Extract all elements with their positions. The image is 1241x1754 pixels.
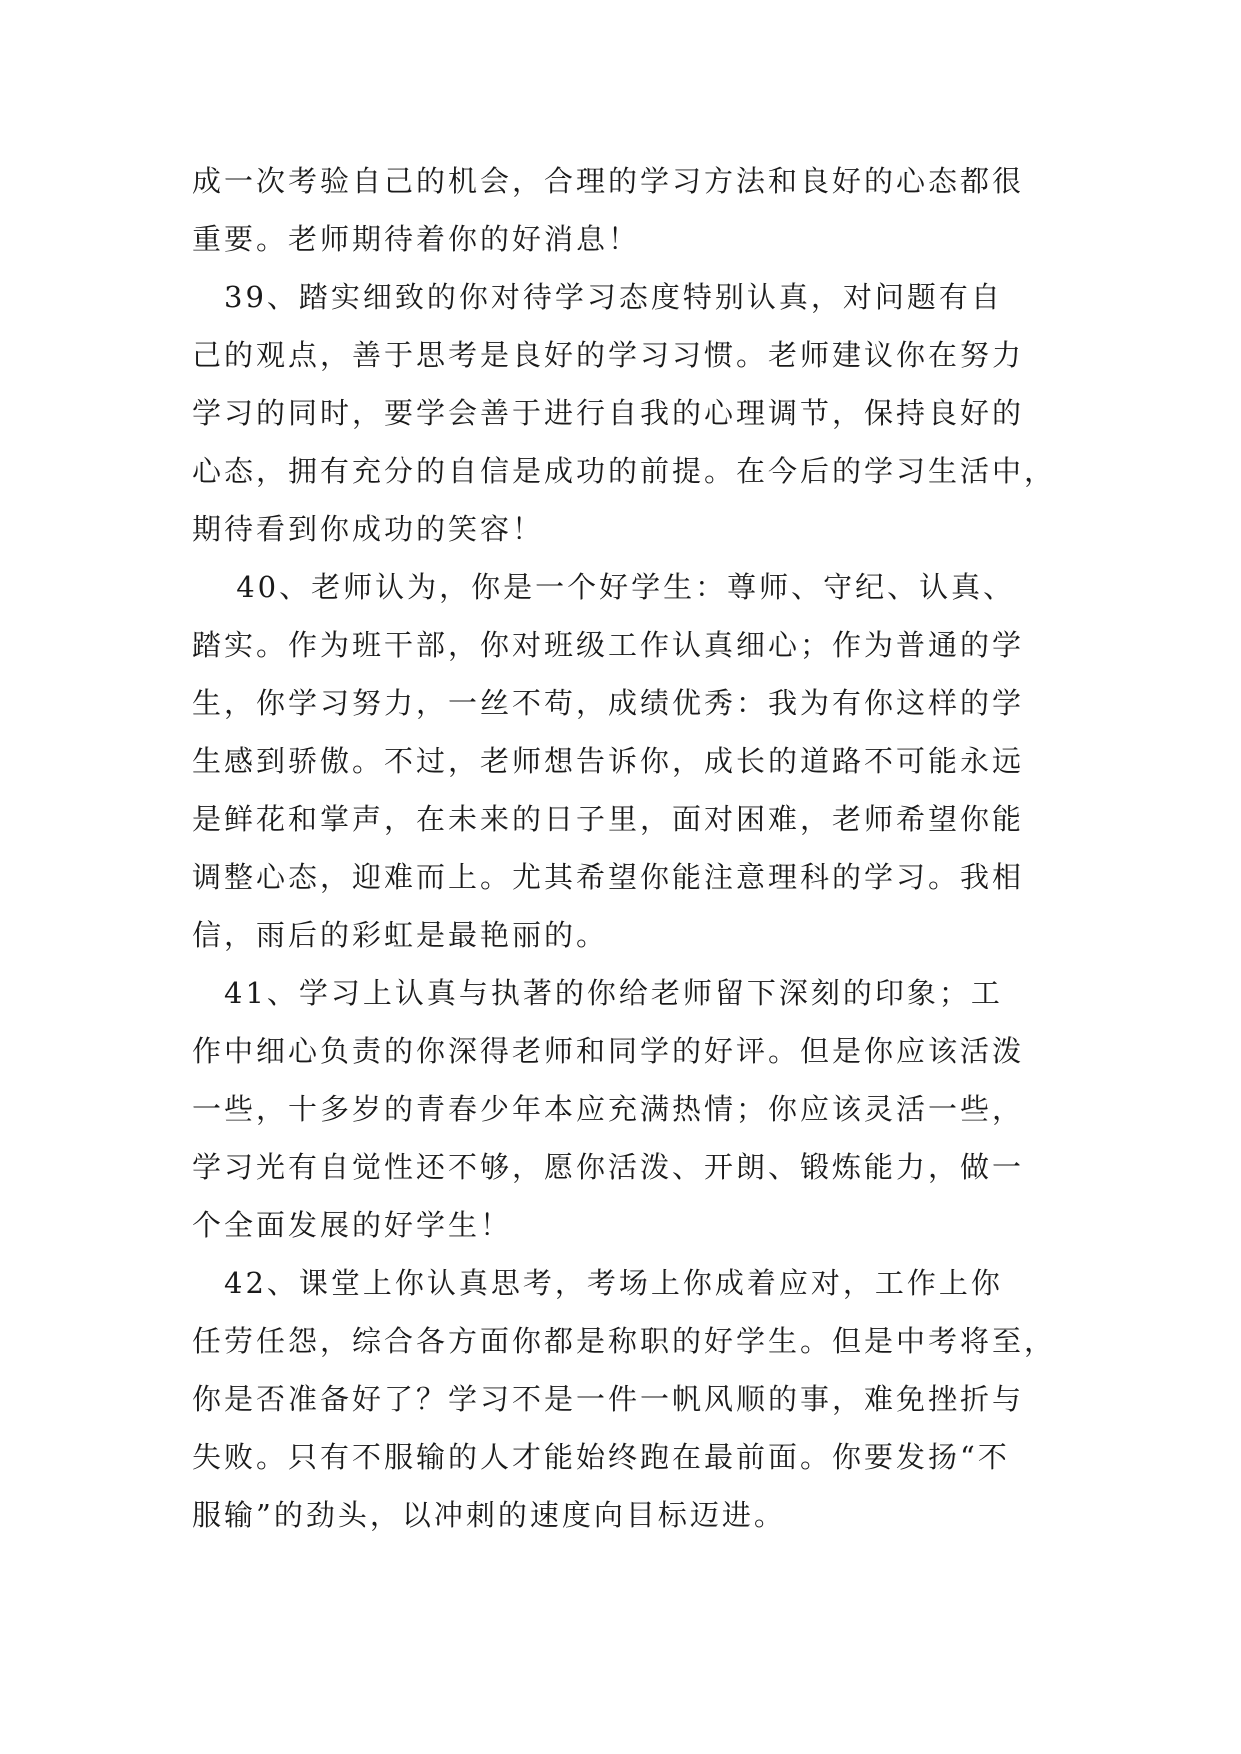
text-line: 学习的同时，要学会善于进行自我的心理调节，保持良好的: [192, 396, 1025, 430]
text-line: 一些，十多岁的青春少年本应充满热情；你应该灵活一些，: [192, 1092, 1025, 1126]
text-line: 失败。只有不服输的人才能始终跑在最前面。你要发扬“不: [192, 1440, 1010, 1474]
text-line: 任劳任怨，综合各方面你都是称职的好学生。但是中考将至，: [192, 1324, 1057, 1358]
text-line: 42、课堂上你认真思考，考场上你成着应对，工作上你: [192, 1266, 1003, 1300]
text-line: 个全面发展的好学生！: [192, 1208, 513, 1242]
paragraph-41: [192, 964, 1072, 1254]
text-line: 生感到骄傲。不过，老师想告诉你，成长的道路不可能永远: [192, 744, 1025, 778]
text-line: 41、学习上认真与执著的你给老师留下深刻的印象；工: [192, 976, 1003, 1010]
text-line: 39、踏实细致的你对待学习态度特别认真，对问题有自: [192, 280, 1003, 314]
text-line: 你是否准备好了？学习不是一件一帆风顺的事，难免挫折与: [192, 1382, 1025, 1416]
text-line: 学习光有自觉性还不够，愿你活泼、开朗、锻炼能力，做一: [192, 1150, 1025, 1184]
text-line: 调整心态，迎难而上。尤其希望你能注意理科的学习。我相: [192, 860, 1025, 894]
text-line: 40、老师认为，你是一个好学生：尊师、守纪、认真、: [192, 570, 1016, 604]
text-line: 信，雨后的彩虹是最艳丽的。: [192, 918, 609, 952]
text-line: 服输”的劲头，以冲刺的速度向目标迈进。: [192, 1498, 786, 1532]
paragraph-42: [192, 1254, 1072, 1544]
text-line: 己的观点，善于思考是良好的学习习惯。老师建议你在努力: [192, 338, 1025, 372]
paragraph-40: [192, 558, 1072, 964]
text-line: 踏实。作为班干部，你对班级工作认真细心；作为普通的学: [192, 628, 1025, 662]
text-line: 生，你学习努力，一丝不苟，成绩优秀：我为有你这样的学: [192, 686, 1025, 720]
text-line: 心态，拥有充分的自信是成功的前提。在今后的学习生活中，: [192, 454, 1057, 488]
text-line: 期待看到你成功的笑容！: [192, 512, 545, 546]
paragraph-continuation: [192, 152, 1072, 268]
document-body: [192, 152, 1072, 1544]
text-line: 成一次考验自己的机会，合理的学习方法和良好的心态都很: [192, 164, 1025, 198]
text-line: 是鲜花和掌声，在未来的日子里，面对困难，老师希望你能: [192, 802, 1025, 836]
text-line: 作中细心负责的你深得老师和同学的好评。但是你应该活泼: [192, 1034, 1025, 1068]
paragraph-39: [192, 268, 1072, 558]
text-line: 重要。老师期待着你的好消息！: [192, 222, 641, 256]
